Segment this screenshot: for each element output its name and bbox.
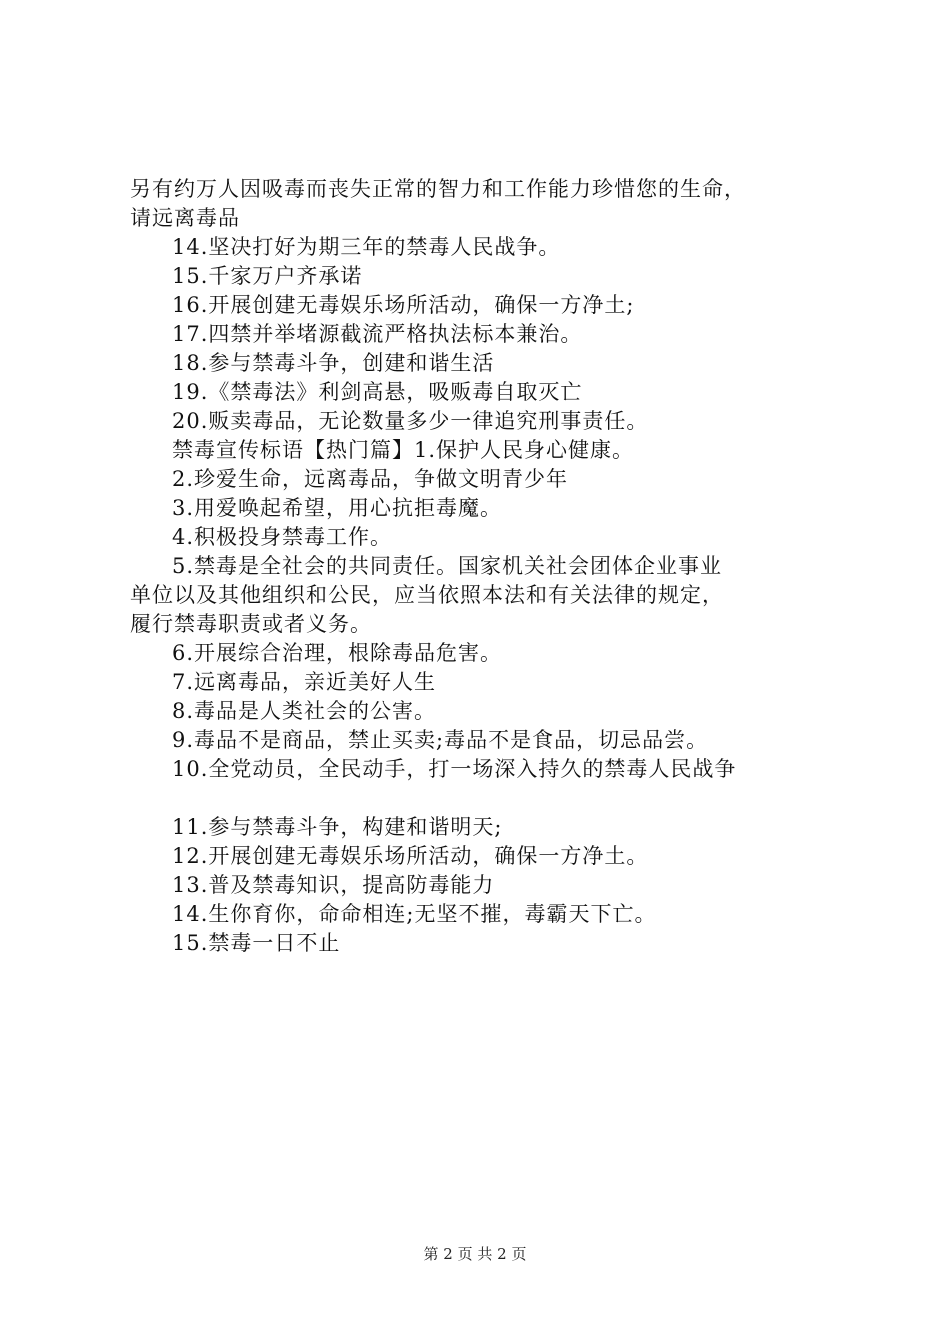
list-item: 16.开展创建无毒娱乐场所活动，确保一方净土; (172, 293, 635, 317)
list-item: 15.禁毒一日不止 (172, 931, 341, 955)
page-footer: 第 2 页 共 2 页 (423, 1245, 527, 1263)
list-item: 10.全党动员，全民动手，打一场深入持久的禁毒人民战争 (172, 757, 737, 781)
list-item: 8.毒品是人类社会的公害。 (172, 699, 437, 723)
list-item: 12.开展创建无毒娱乐场所活动，确保一方净土。 (172, 844, 649, 868)
list-item: 19.《禁毒法》利剑高悬，吸贩毒自取灭亡 (172, 380, 583, 404)
list-item: 11.参与禁毒斗争，构建和谐明天; (172, 815, 503, 839)
intro-line-2: 请远离毒品 (130, 206, 240, 230)
list-item: 15.千家万户齐承诺 (172, 264, 363, 288)
list-item: 20.贩卖毒品，无论数量多少一律追究刑事责任。 (172, 409, 649, 433)
list-item: 13.普及禁毒知识，提高防毒能力 (172, 873, 495, 897)
list-item: 4.积极投身禁毒工作。 (172, 525, 393, 549)
item-5-line-1: 5.禁毒是全社会的共同责任。国家机关社会团体企业事业 (172, 554, 723, 578)
list-item: 14.生你育你，命命相连;无坚不摧，毒霸天下亡。 (172, 902, 657, 926)
list-item: 18.参与禁毒斗争，创建和谐生活 (172, 351, 495, 375)
section-heading: 禁毒宣传标语【热门篇】1.保护人民身心健康。 (172, 438, 635, 462)
document-body (130, 175, 840, 958)
list-item: 9.毒品不是商品，禁止买卖;毒品不是食品，切忌品尝。 (172, 728, 709, 752)
list-item: 6.开展综合治理，根除毒品危害。 (172, 641, 503, 665)
list-item: 17.四禁并举堵源截流严格执法标本兼治。 (172, 322, 583, 346)
item-5-line-2: 单位以及其他组织和公民，应当依照本法和有关法律的规定， (130, 583, 724, 607)
blank-line (130, 784, 840, 813)
list-item: 14.坚决打好为期三年的禁毒人民战争。 (172, 235, 561, 259)
list-item: 2.珍爱生命，远离毒品，争做文明青少年 (172, 467, 569, 491)
list-item: 3.用爱唤起希望，用心抗拒毒魔。 (172, 496, 503, 520)
item-5-line-3: 履行禁毒职责或者义务。 (130, 612, 372, 636)
intro-line-1: 另有约万人因吸毒而丧失正常的智力和工作能力珍惜您的生命， (130, 177, 746, 201)
list-item: 7.远离毒品，亲近美好人生 (172, 670, 437, 694)
